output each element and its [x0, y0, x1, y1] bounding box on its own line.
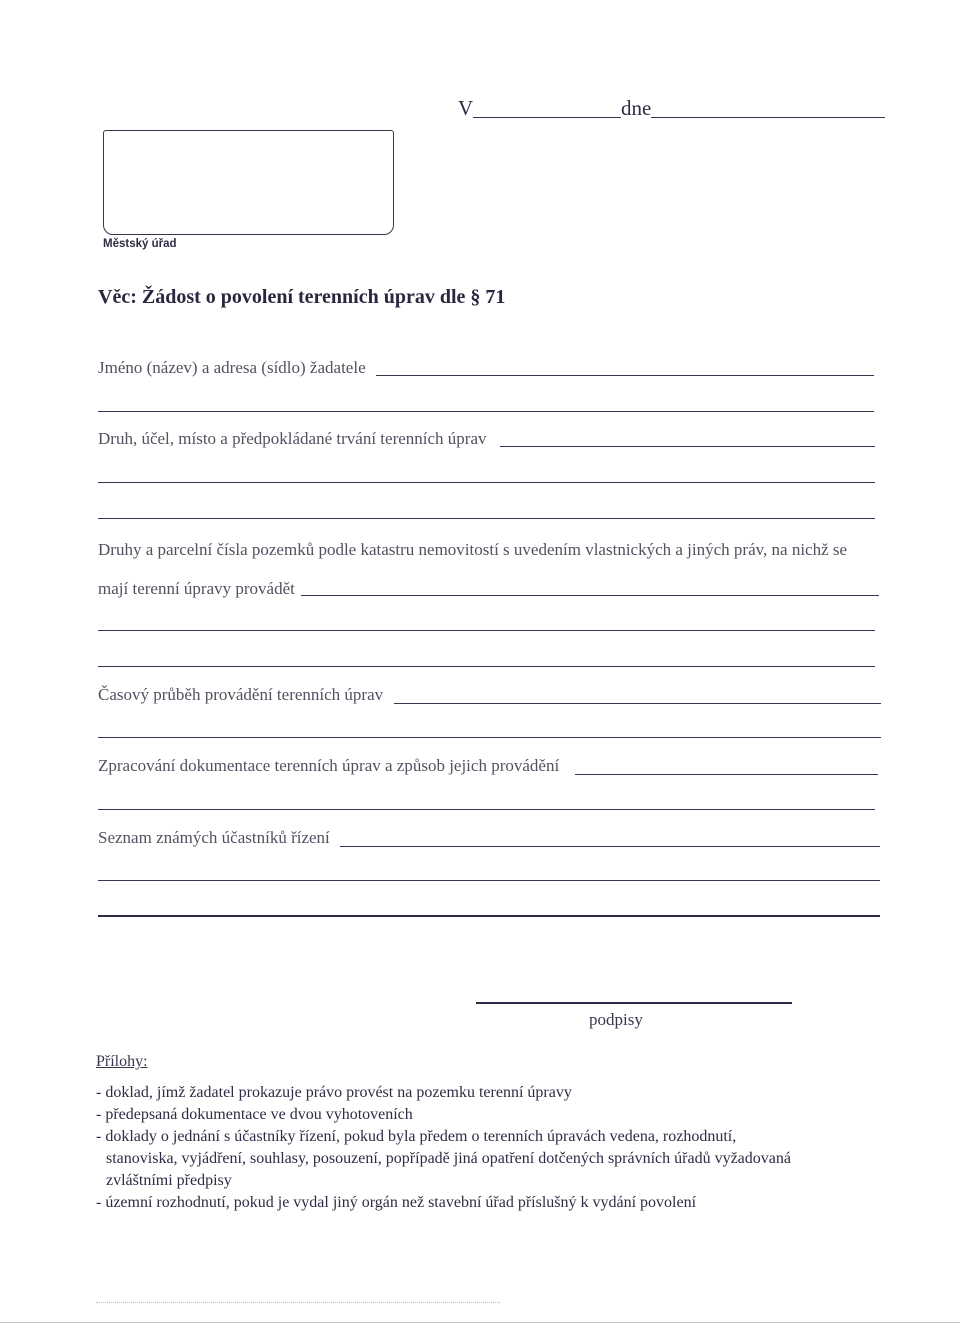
- applicant-label: Jméno (název) a adresa (sídlo) žadatele: [98, 358, 366, 377]
- participants-label: Seznam známých účastníků řízení: [98, 828, 330, 847]
- attachment-item: - územní rozhodnutí, pokud je vydal jiný orgán než stavební úřad příslušný k vydání povolení: [96, 1194, 697, 1211]
- date-field-line[interactable]: [651, 117, 885, 118]
- applicant-line-1[interactable]: [376, 375, 874, 376]
- kind-purpose-line-2[interactable]: [98, 482, 875, 483]
- signature-label: podpisy: [589, 1010, 643, 1029]
- documentation-line-1[interactable]: [575, 774, 878, 775]
- timeline-line-1[interactable]: [394, 703, 881, 704]
- attachment-item: - doklady o jednání s účastníky řízení, pokud byla předem o terenních úpravách vedena, rozhodnutí,: [96, 1128, 737, 1145]
- participants-line-1[interactable]: [340, 846, 880, 847]
- attachment-item-continuation: stanoviska, vyjádření, souhlasy, posouzení, popřípadě jiná opatření dotčených správních úřadů vyžadovaná: [106, 1150, 791, 1167]
- participants-line-2[interactable]: [98, 880, 880, 881]
- documentation-label: Zpracování dokumentace terenních úprav a způsob jejich provádění: [98, 756, 560, 775]
- parcels-label-line-1: Druhy a parcelní čísla pozemků podle katastru nemovitostí s uvedením vlastnických a jiných práv, na nichž se: [98, 540, 848, 559]
- documentation-line-2[interactable]: [98, 809, 875, 810]
- timeline-line-2[interactable]: [98, 737, 881, 738]
- parcels-label-line-2: mají terenní úpravy provádět: [98, 579, 295, 598]
- footer-dotted-line: [96, 1302, 500, 1303]
- attachment-item: - doklad, jímž žadatel prokazuje právo provést na pozemku terenní úpravy: [96, 1084, 572, 1101]
- subject-title: Věc: Žádost o povolení terenních úprav dle § 71: [98, 286, 506, 308]
- place-prefix: V: [458, 96, 474, 120]
- place-field-line[interactable]: [473, 117, 621, 118]
- parcels-line-3[interactable]: [98, 666, 875, 667]
- attachments-heading: Přílohy:: [96, 1053, 148, 1070]
- applicant-line-2[interactable]: [98, 411, 874, 412]
- kind-purpose-line-3[interactable]: [98, 518, 875, 519]
- date-prefix: dne: [621, 96, 652, 120]
- attachments-list: [96, 1082, 876, 1214]
- attachment-item-continuation: zvláštními předpisy: [106, 1172, 232, 1189]
- parcels-line-1[interactable]: [301, 595, 879, 596]
- participants-line-3[interactable]: [98, 915, 880, 917]
- signature-line[interactable]: [476, 1002, 792, 1004]
- page-bottom-rule: [0, 1322, 960, 1323]
- kind-purpose-label: Druh, účel, místo a předpokládané trvání terenních úprav: [98, 429, 487, 448]
- address-box[interactable]: [103, 130, 394, 235]
- attachment-item: - předepsaná dokumentace ve dvou vyhotoveních: [96, 1106, 413, 1123]
- timeline-label: Časový průběh provádění terenních úprav: [98, 685, 384, 704]
- parcels-line-2[interactable]: [98, 630, 875, 631]
- office-label: Městský úřad: [103, 238, 177, 250]
- kind-purpose-line-1[interactable]: [500, 446, 875, 447]
